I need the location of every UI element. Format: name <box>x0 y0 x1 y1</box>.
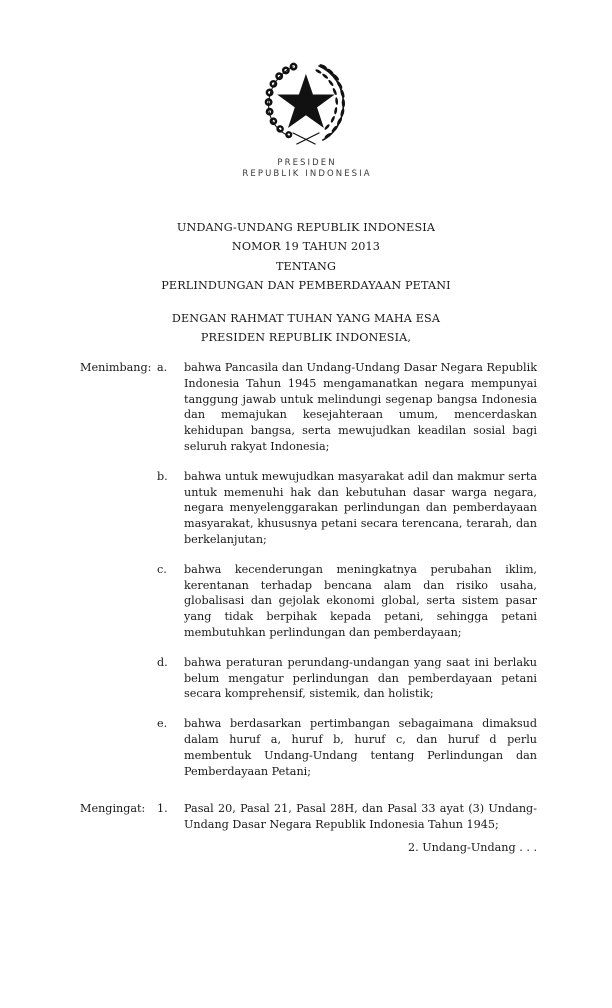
document-heading-block <box>0 218 612 347</box>
clause-text: bahwa kecenderungan meningkatnya perubahan iklim, kerentanan terhadap bencana alam dan risiko usaha, globalisasi dan gejolak ekonomi global, serta sistem pasar yang tidak berpihak kepada petani, sehingga petani membutuhkan perlindungan dan pemberdayaan; <box>184 562 537 639</box>
menimbang-clause-d <box>80 655 537 702</box>
heading-spacer <box>0 296 612 309</box>
clause-text: bahwa peraturan perundang-undangan yang saat ini berlaku belum mengatur perlindungan dan pemberdayaan petani secara komprehensif, sistemik, dan holistik; <box>184 655 537 701</box>
tentang-label: TENTANG <box>275 259 337 273</box>
clause-marker: c. <box>157 562 167 576</box>
menimbang-clause-c <box>80 562 537 641</box>
clause-text: bahwa untuk mewujudkan masyarakat adil dan makmur serta untuk memenuhi hak dan kebutuhan dasar warga negara, negara menyelenggarakan perlindungan dan pemberdayaan masyarakat, khususnya petani secara terencana, terarah, dan berkelanjutan; <box>184 469 537 546</box>
clause-text: Pasal 20, Pasal 21, Pasal 28H, dan Pasal 33 ayat (3) Undang-Undang Dasar Negara Republik Indonesia Tahun 1945; <box>184 802 537 832</box>
clause-text: bahwa Pancasila dan Undang-Undang Dasar Negara Republik Indonesia Tahun 1945 mengamanatkan negara mempunyai tanggung jawab untuk melindungi segenap bangsa Indonesia dan memajukan kesejahteraan umum, mencerdaskan kehidupan bangsa, serta mewujudkan keadilan sosial bagi seluruh rakyat Indonesia; <box>184 361 537 453</box>
mengingat-clause-1 <box>80 801 537 833</box>
menimbang-section <box>0 360 612 779</box>
clause-text: bahwa berdasarkan pertimbangan sebagaimana dimaksud dalam huruf a, huruf b, huruf c, dan huruf d perlu membentuk Undang-Undang tentang Perlindungan dan Pemberdayaan Petani; <box>184 717 537 778</box>
page-catchword: 2. Undang-Undang . . . <box>407 841 537 854</box>
presidential-emblem-block <box>0 58 612 180</box>
president-line: PRESIDEN REPUBLIK INDONESIA, <box>200 331 412 345</box>
mengingat-section <box>0 801 612 833</box>
menimbang-clause-a <box>80 360 537 455</box>
document-body <box>0 360 612 833</box>
law-subject: PERLINDUNGAN DAN PEMBERDAYAAN PETANI <box>161 279 451 293</box>
menimbang-label: Menimbang: <box>80 361 152 374</box>
emblem-caption-line-1: PRESIDEN <box>277 158 337 168</box>
emblem-caption-line-2: REPUBLIK INDONESIA <box>242 169 372 179</box>
menimbang-clause-e <box>80 716 537 779</box>
clause-marker: e. <box>157 717 168 731</box>
emblem-caption <box>0 158 612 180</box>
menimbang-clause-b <box>80 469 537 548</box>
clause-marker: a. <box>157 361 168 374</box>
clause-marker: b. <box>157 469 168 483</box>
law-number: NOMOR 19 TAHUN 2013 <box>231 240 381 254</box>
clause-marker: d. <box>157 655 168 669</box>
clause-marker: 1. <box>157 802 168 816</box>
mengingat-label: Mengingat: <box>80 802 146 816</box>
invocation-line: DENGAN RAHMAT TUHAN YANG MAHA ESA <box>171 311 441 325</box>
page-title: UNDANG-UNDANG REPUBLIK INDONESIA <box>176 221 436 234</box>
garuda-star-wreath-emblem <box>258 58 354 150</box>
